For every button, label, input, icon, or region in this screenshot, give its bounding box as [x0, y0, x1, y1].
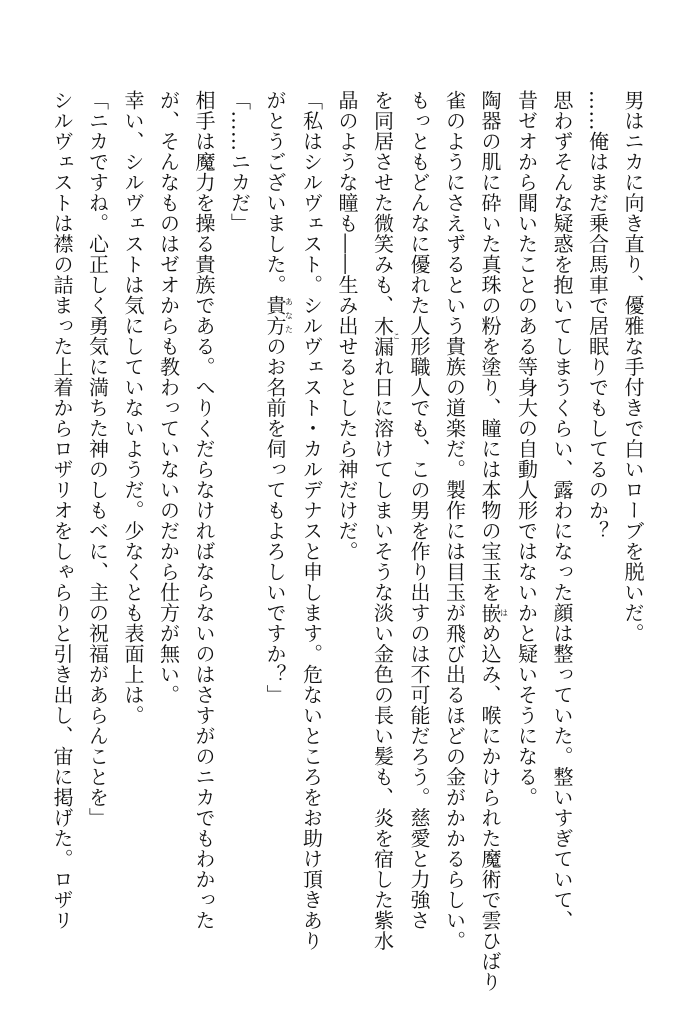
text-line: ……俺はまだ乗合馬車で居眠りでもしてるのか？ [585, 90, 610, 541]
text-line: 「私はシルヴェスト。シルヴェスト・カルデナスと申します。危ないところをお助け頂きあり [299, 90, 324, 951]
text-line: 陶器の肌に砕いた真珠の粉を塗り、瞳には本物の宝玉を嵌はめ込み、喉にかけられた魔術で雲ひばり [478, 90, 509, 992]
text-line: シルヴェストは襟の詰まった上着からロザリオをしゃらりと引き出し、宙に掲げた。ロザリ [50, 90, 74, 931]
ruby-annotation: 木漏こ [370, 315, 401, 357]
text-line: 相手は魔力を操る貴族である。へりくだらなければならないのはさすがのニカでもわかった [192, 90, 216, 931]
text-line: 男はニカに向き直り、優雅な手付きで白いローブを脱いだ。 [621, 90, 645, 644]
body-text [44, 90, 651, 992]
text-line: 「……ニカだ」 [227, 90, 252, 234]
text-line: 晶のような瞳も――生み出せるとしたら神だけだ。 [335, 90, 359, 562]
text-line: が、そんなものはゼオからも教わっていないのだから仕方が無い。 [156, 90, 181, 705]
text-line: がとうございました。貴方あなたのお名前を伺ってもよろしいですか？」 [263, 90, 294, 705]
text-line: 昔ゼオから聞いたことのある等身大の自動人形ではないかと疑いそうになる。 [514, 90, 539, 808]
ruby-reading: は [499, 602, 509, 623]
ruby-reading: こ [392, 315, 401, 357]
text-line: もっともどんなに優れた人形職人でも、この男を作り出すのは不可能だろう。慈愛と力強さ [407, 90, 431, 931]
text-line: 思わずそんな疑惑を抱いてしまうくらい、露わになった顔は整っていた。整いすぎていて、 [550, 90, 574, 931]
text-line: 「ニカですね。心正しく勇気に満ちた神のしもべに、主の祝福があらんことを」 [85, 90, 110, 828]
text-line: を同居させた微笑みも、木漏これ日に溶けてしまいそうな淡い金色の長い髪も、炎を宿した紫水 [370, 90, 401, 951]
ruby-reading: あなた [284, 295, 294, 336]
ruby-annotation: 嵌は [478, 602, 509, 623]
text-line: 雀のようにさえずるという貴族の道楽だ。製作には目玉が飛び出るほどの金がかかるらしい。 [442, 90, 467, 951]
ruby-annotation: 貴方あなた [263, 295, 294, 336]
text-line: 幸い、シルヴェストは気にしていないようだ。少なくとも表面上は。 [121, 90, 145, 726]
